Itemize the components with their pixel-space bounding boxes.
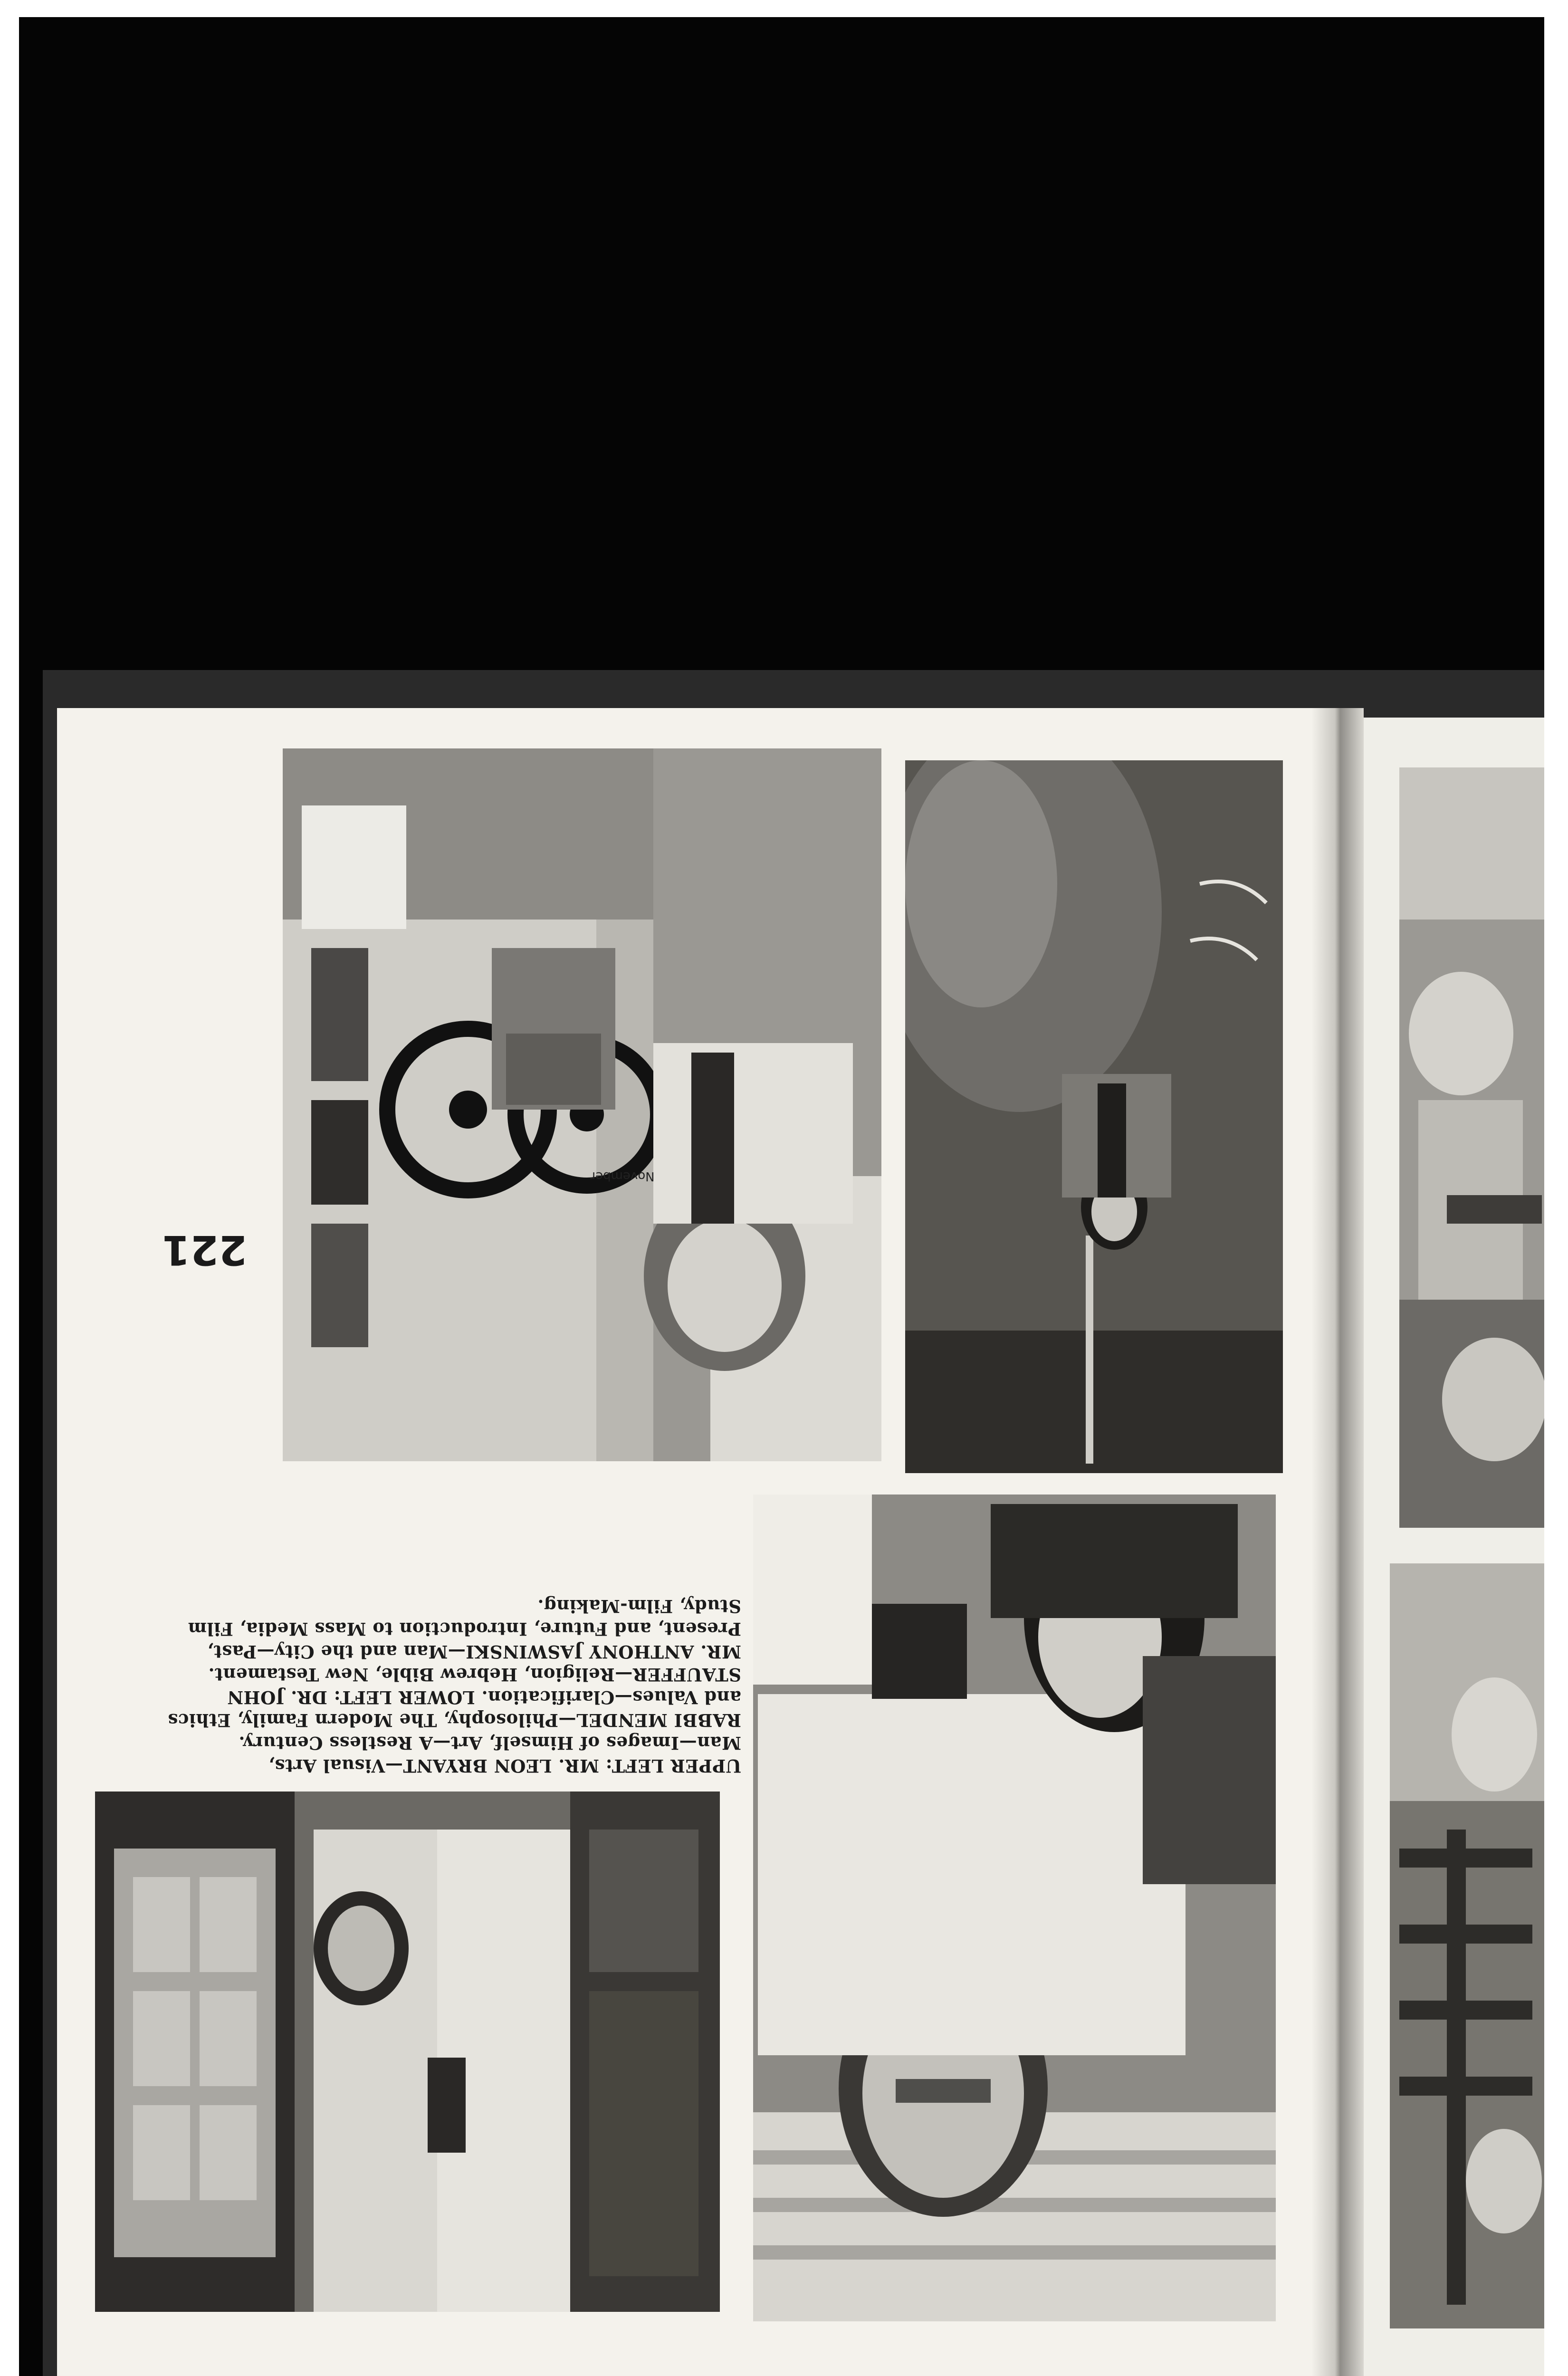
photo-projector-teacher xyxy=(283,748,881,1461)
faculty-caption xyxy=(95,1492,741,1777)
page-number: 221 xyxy=(162,1226,247,1274)
photo-chalkboard-teacher xyxy=(905,760,1283,1473)
caption-line: MR. ANTHONY JASWINSKI—Man and the City—Past, xyxy=(207,1641,741,1662)
caption-line: Study, Film-Making. xyxy=(537,1596,741,1617)
photo-facing-page-top xyxy=(1399,767,1544,1528)
caption-line: and Values—Clarification. LOWER LEFT: DR. JOHN xyxy=(227,1687,741,1708)
book-gutter xyxy=(1311,708,1364,2376)
caption-line: Present, and Future, Introduction to Mass Media, Film xyxy=(188,1619,741,1639)
photo-group-students xyxy=(753,1495,1276,2321)
caption-line: Man—Images of Himself, Art—A Restless Century. xyxy=(238,1733,741,1753)
photo-suit-teacher xyxy=(95,1792,720,2312)
caption-line: UPPER LEFT: MR. LEON BRYANT—Visual Arts, xyxy=(268,1755,741,1776)
calendar-label: November xyxy=(590,1169,655,1183)
caption-line: RABBI MENDEL—Philosophy, The Modern Family, Ethics xyxy=(168,1710,741,1731)
photo-facing-page-bottom xyxy=(1390,1563,1544,2328)
caption-line: STAUFFER—Religion, Hebrew Bible, New Testament. xyxy=(208,1664,741,1685)
